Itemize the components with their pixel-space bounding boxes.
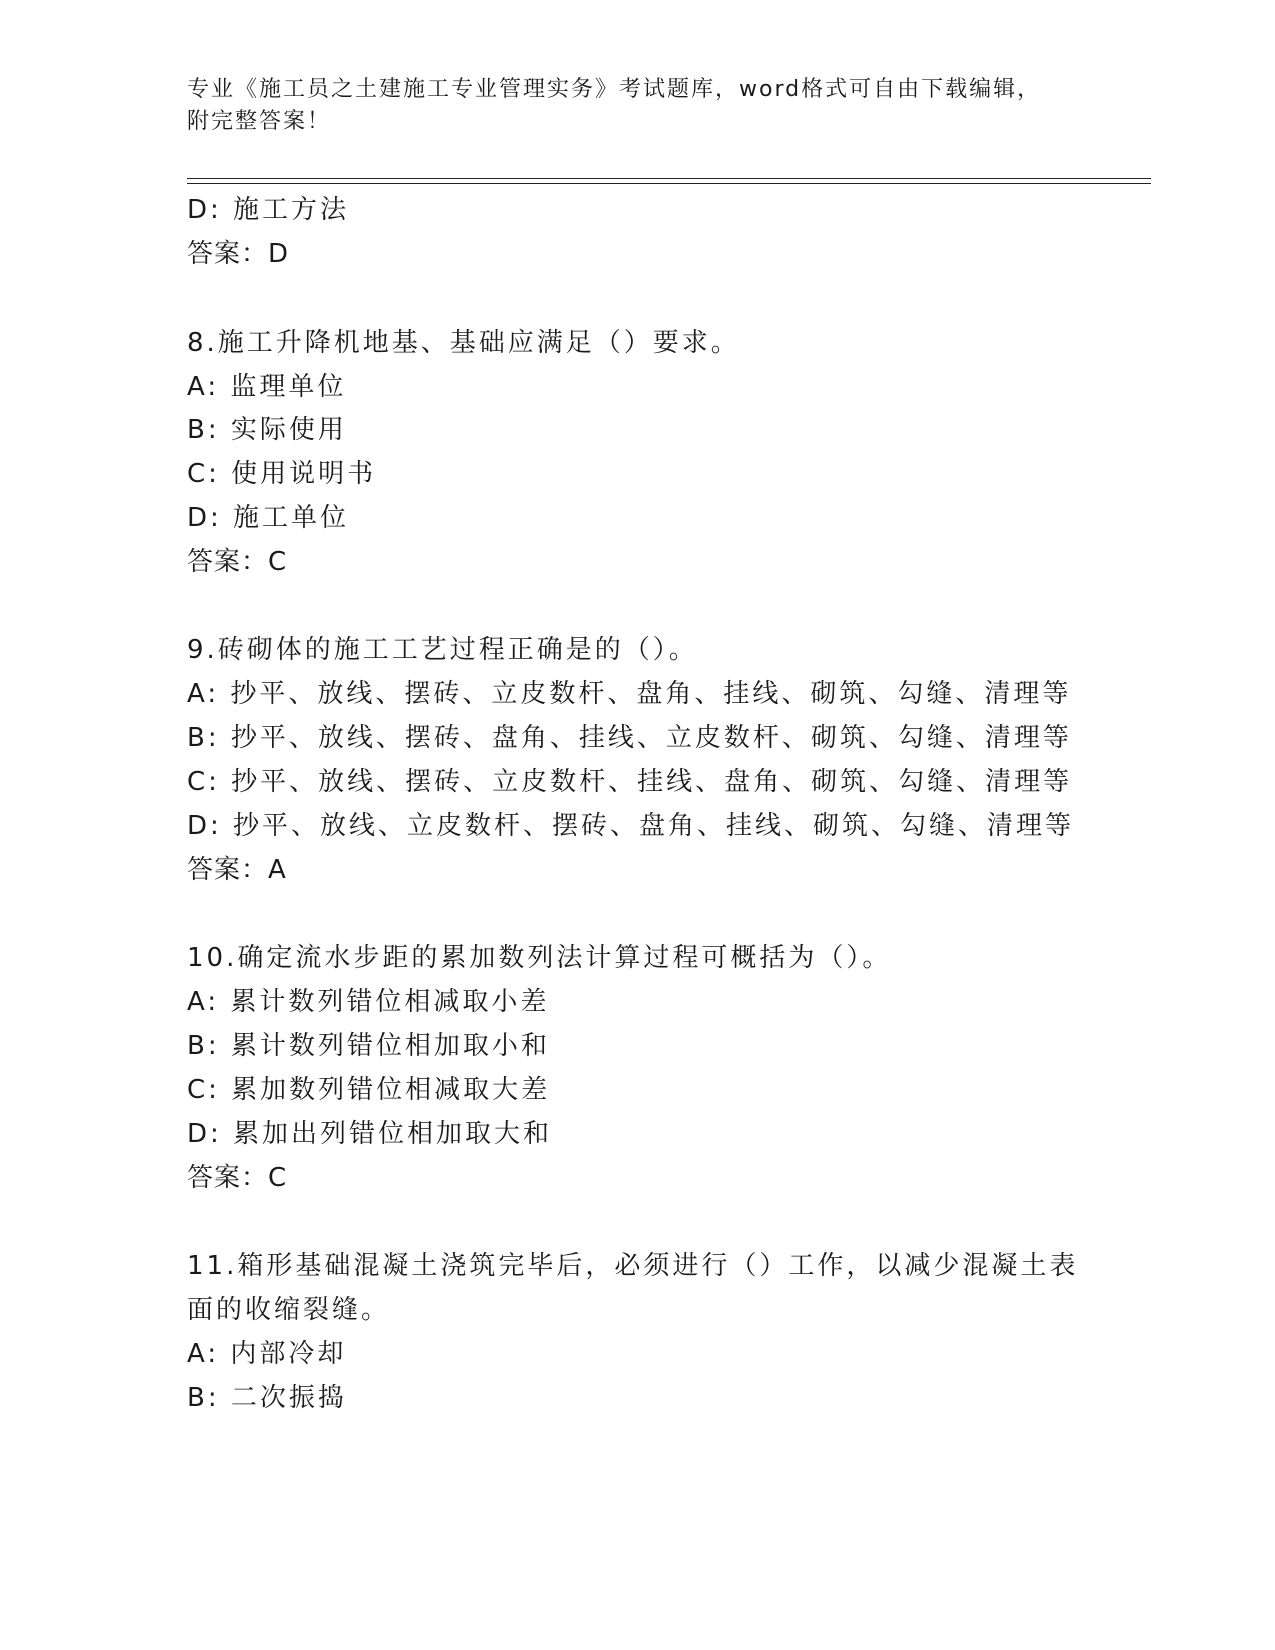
- q10-question: 10.确定流水步距的累加数列法计算过程可概括为（）。: [187, 943, 892, 973]
- q8-option-a: A: 监理单位: [187, 372, 347, 402]
- q10-option-c: C: 累加数列错位相减取大差: [187, 1075, 551, 1105]
- q8-option-c: C: 使用说明书: [187, 459, 377, 489]
- q9-option-d: D: 抄平、放线、立皮数杆、摆砖、盘角、挂线、砌筑、勾缝、清理等: [187, 811, 1075, 841]
- q10-answer: 答案：C: [187, 1163, 288, 1193]
- header-divider-bottom: [187, 183, 1151, 184]
- header-divider-top: [187, 178, 1151, 179]
- q11-question-line-2: 面的收缩裂缝。: [187, 1295, 391, 1325]
- q10-option-d: D: 累加出列错位相加取大和: [187, 1119, 553, 1149]
- q9-option-b: B: 抄平、放线、摆砖、盘角、挂线、立皮数杆、砌筑、勾缝、清理等: [187, 723, 1072, 753]
- q10-option-a: A: 累计数列错位相减取小差: [187, 987, 550, 1017]
- prev-option-d: D: 施工方法: [187, 195, 350, 225]
- q8-question: 8.施工升降机地基、基础应满足（）要求。: [187, 328, 740, 358]
- header-line-2: 附完整答案！: [187, 109, 332, 134]
- q10-option-b: B: 累计数列错位相加取小和: [187, 1031, 550, 1061]
- q11-question-line-1: 11.箱形基础混凝土浇筑完毕后，必须进行（）工作，以减少混凝土表: [187, 1251, 1079, 1281]
- q11-option-b: B: 二次振捣: [187, 1383, 347, 1413]
- q8-option-b: B: 实际使用: [187, 415, 347, 445]
- q9-option-c: C: 抄平、放线、摆砖、立皮数杆、挂线、盘角、砌筑、勾缝、清理等: [187, 767, 1073, 797]
- q9-option-a: A: 抄平、放线、摆砖、立皮数杆、盘角、挂线、砌筑、勾缝、清理等: [187, 679, 1072, 709]
- prev-answer: 答案：D: [187, 239, 290, 269]
- header-line-1: 专业《施工员之土建施工专业管理实务》考试题库，word格式可自由下载编辑，: [187, 77, 1042, 102]
- q11-option-a: A: 内部冷却: [187, 1339, 347, 1369]
- q8-option-d: D: 施工单位: [187, 503, 350, 533]
- q9-question: 9.砖砌体的施工工艺过程正确是的（）。: [187, 635, 698, 665]
- document-header: [187, 74, 1087, 138]
- q8-answer: 答案：C: [187, 547, 288, 577]
- q9-answer: 答案：A: [187, 855, 287, 885]
